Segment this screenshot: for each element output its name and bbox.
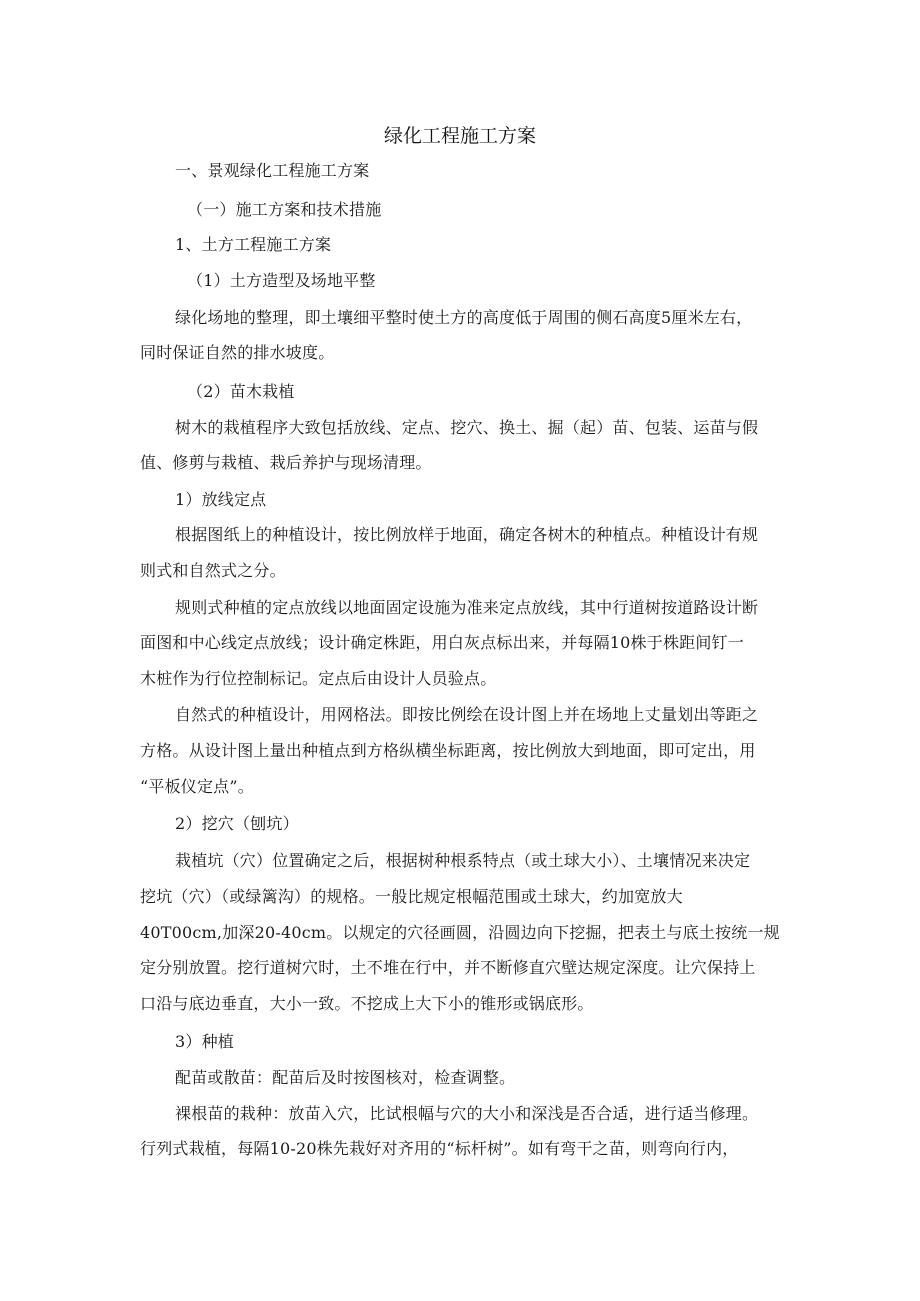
heading-1: 一、景观绿化工程施工方案 <box>175 161 370 180</box>
heading-planting-step: 3）种植 <box>175 1032 234 1051</box>
paragraph-line: 配苗或散苗：配苗后及时按图核对，检查调整。 <box>175 1068 516 1087</box>
paragraph-line: 树木的栽植程序大致包括放线、定点、挖穴、换土、掘（起）苗、包装、运苗与假 <box>175 418 759 437</box>
heading-earth-shaping: （1）土方造型及场地平整 <box>187 271 376 290</box>
heading-earthwork: 1、土方工程施工方案 <box>175 235 332 254</box>
document-title: 绿化工程施工方案 <box>383 125 536 147</box>
paragraph-line: 木桩作为行位控制标记。定点后由设计人员验点。 <box>140 669 497 688</box>
paragraph-line: 挖坑（穴）（或绿篱沟）的规格。一般比规定根幅范围或土球大，约加宽放大 <box>140 887 683 906</box>
paragraph-line: 自然式的种植设计，用网格法。即按比例绘在设计图上并在场地上丈量划出等距之 <box>175 705 759 724</box>
heading-1-1: （一）施工方案和技术措施 <box>187 200 382 219</box>
paragraph-line: 值、修剪与栽植、栽后养护与现场清理。 <box>140 453 432 472</box>
paragraph-line: 定分别放置。挖行道树穴时，土不堆在行中，并不断修直穴壁达规定深度。让穴保持上 <box>140 958 756 977</box>
heading-digging: 2）挖穴（刨坑） <box>175 814 299 833</box>
paragraph-line: 行列式栽植，每隔10-20株先栽好对齐用的“标杆树”。如有弯干之苗，则弯向行内， <box>140 1139 739 1158</box>
heading-layout: 1）放线定点 <box>175 490 267 509</box>
paragraph-line: 方格。从设计图上量出种植点到方格纵横坐标距离，按比例放大到地面，即可定出，用 <box>140 741 756 760</box>
heading-planting: （2）苗木栽植 <box>187 382 295 401</box>
paragraph-line: 40T00cm,加深20-40cm。以规定的穴径画圆，沿圆边向下挖掘，把表土与底土按统一规 <box>140 923 780 942</box>
paragraph-line: 绿化场地的整理，即土壤细平整时使土方的高度低于周围的侧石高度5厘米左右， <box>175 308 753 327</box>
paragraph-line: 栽植坑（穴）位置确定之后，根据树种根系特点（或土球大小）、土壤情况来决定 <box>175 851 751 870</box>
paragraph-line: 规则式种植的定点放线以地面固定设施为准来定点放线，其中行道树按道路设计断 <box>175 598 759 617</box>
paragraph-line: 面图和中心线定点放线；设计确定株距，用白灰点标出来，并每隔10株于株距间钉一 <box>140 633 744 652</box>
paragraph-line: 裸根苗的栽种：放苗入穴，比试根幅与穴的大小和深浅是否合适，进行适当修理。 <box>175 1104 759 1123</box>
paragraph-line: 同时保证自然的排水坡度。 <box>140 343 335 362</box>
paragraph-line: 口沿与底边垂直，大小一致。不挖成上大下小的锥形或锅底形。 <box>140 994 594 1013</box>
paragraph-line: 根据图纸上的种植设计，按比例放样于地面，确定各树木的种植点。种植设计有规 <box>175 525 759 544</box>
paragraph-line: 则式和自然式之分。 <box>140 561 286 580</box>
paragraph-line: “平板仪定点”。 <box>140 777 254 796</box>
